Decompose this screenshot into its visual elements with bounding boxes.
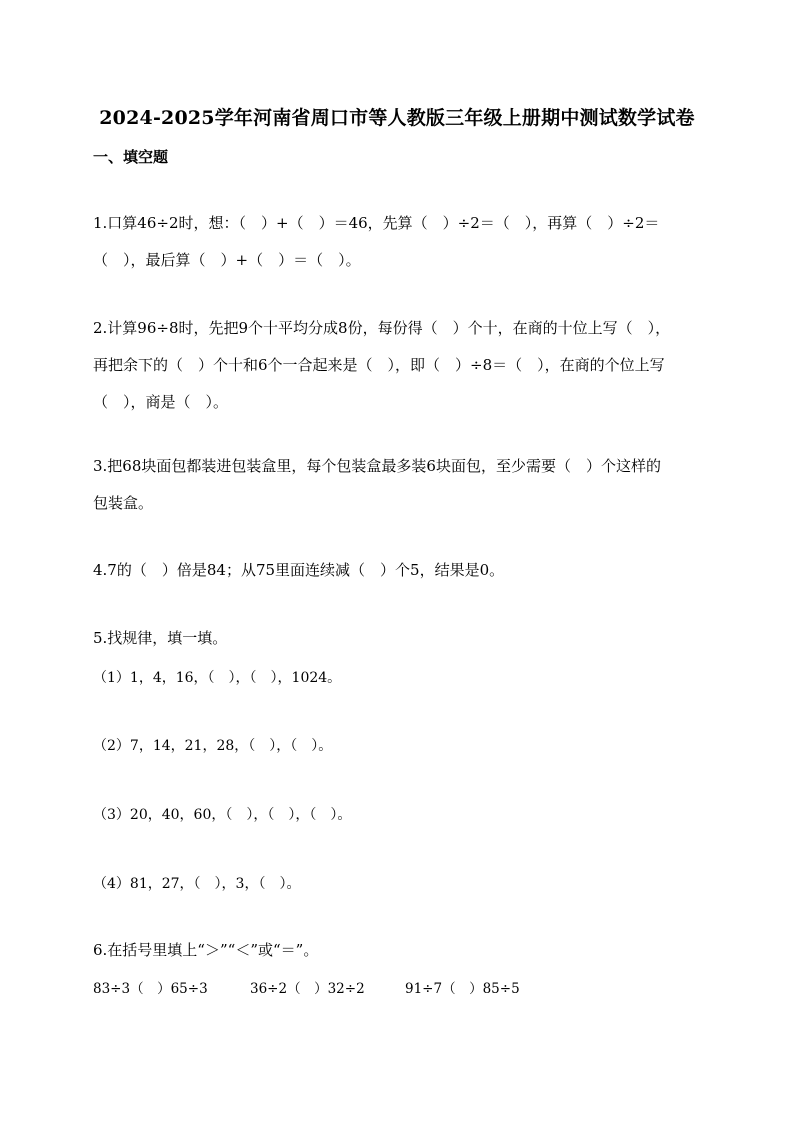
question-1-line-1: 1.口算46÷2时，想：（ ）+（ ）＝46，先算（ ）÷2＝（ ），再算（ ）÷2＝ — [93, 214, 660, 232]
question-5-item-1: （1）1，4，16，（ ），（ ），1024。 — [93, 670, 342, 686]
question-5-stem — [93, 620, 705, 657]
question-6-item-1: 83÷3（ ）65÷3 — [93, 981, 208, 997]
question-4-line-1: 4.7的（ ）倍是84；从75里面连续减（ ）个5，结果是0。 — [93, 561, 505, 579]
question-3-line-2: 包装盒。 — [93, 494, 154, 512]
question-6-stem-text: 6.在括号里填上“＞”“＜”或“＝”。 — [93, 941, 319, 959]
question-2-line-3: （ ），商是（ ）。 — [93, 393, 229, 411]
document-title: 2024-2025学年河南省周口市等人教版三年级上册期中测试数学试卷 — [99, 107, 695, 129]
section-heading: 一、填空题 — [93, 148, 169, 166]
question-5-stem-text: 5.找规律，填一填。 — [93, 629, 228, 647]
question-2-line-2: 再把余下的（ ）个十和6个一合起来是（ ），即（ ）÷8＝（ ），在商的个位上写 — [93, 356, 665, 374]
question-1 — [93, 205, 705, 279]
question-4 — [93, 552, 705, 589]
question-6-stem — [93, 932, 705, 969]
question-6-item-2: 36÷2（ ）32÷2 — [250, 981, 365, 997]
question-5-item-2: （2）7，14，21，28，（ ），（ ）。 — [93, 738, 333, 754]
question-3 — [93, 448, 705, 522]
question-5-item-3: （3）20，40，60，（ ），（ ），（ ）。 — [93, 807, 352, 823]
question-1-line-2: （ ），最后算（ ）+（ ）＝（ ）。 — [93, 251, 361, 269]
question-3-line-1: 3.把68块面包都装进包装盒里，每个包装盒最多装6块面包，至少需要（ ）个这样的 — [93, 457, 661, 475]
question-2 — [93, 310, 705, 421]
question-5-item-4: （4）81，27，（ ），3，（ ）。 — [93, 876, 301, 892]
question-2-line-1: 2.计算96÷8时，先把9个十平均分成8份，每份得（ ）个十，在商的十位上写（ ）， — [93, 319, 671, 337]
question-6-item-3: 91÷7（ ）85÷5 — [405, 981, 520, 997]
